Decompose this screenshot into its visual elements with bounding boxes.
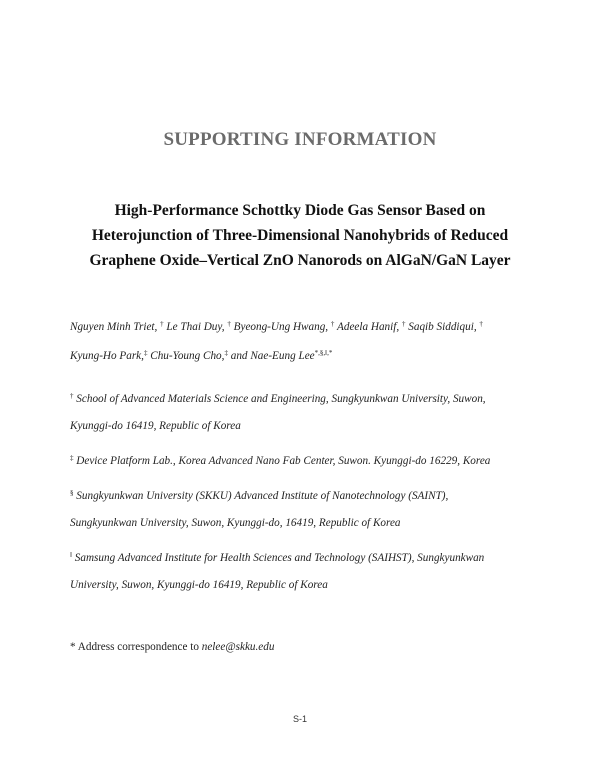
page-number: S-1 bbox=[292, 714, 307, 724]
affiliation-text: Sungkyunkwan University (SKKU) Advanced Institute of Nanotechnology (SAINT), bbox=[76, 490, 449, 502]
author-affiliation-mark: ‡ bbox=[143, 349, 148, 357]
affiliation-text: School of Advanced Materials Science and Engineering, Sungkyunkwan University, Suwon, bbox=[76, 393, 486, 405]
author-name: Adeela Hanif, bbox=[337, 321, 400, 333]
affiliation-line bbox=[70, 383, 540, 413]
affiliation bbox=[70, 383, 540, 440]
title-line: Graphene Oxide–Vertical ZnO Nanorods on AlGaN/GaN Layer bbox=[89, 252, 511, 269]
author-affiliation-mark: † bbox=[160, 320, 164, 328]
author-affiliation-mark: † bbox=[330, 320, 335, 328]
author-name: Kyung-Ho Park, bbox=[70, 350, 144, 362]
author-affiliation-mark: † bbox=[479, 320, 483, 328]
affiliation-line: Kyunggi-do 16419, Republic of Korea bbox=[70, 420, 241, 432]
author-affiliation-mark: † bbox=[227, 320, 231, 328]
author-list bbox=[70, 311, 540, 369]
author-name: Nguyen Minh Triet, bbox=[70, 321, 158, 333]
affiliation bbox=[70, 542, 540, 599]
affiliation-line bbox=[70, 542, 540, 572]
paper-title bbox=[40, 198, 560, 273]
author-name: Le Thai Duy, bbox=[166, 321, 225, 333]
affiliation-text: Samsung Advanced Institute for Health Sciences and Technology (SAIHST), Sungkyunkwan bbox=[74, 552, 485, 564]
author-name: Saqib Siddiqui, bbox=[408, 321, 477, 333]
affiliation-mark: § bbox=[70, 489, 74, 497]
supporting-information-heading: SUPPORTING INFORMATION bbox=[163, 129, 437, 150]
author-line bbox=[70, 340, 540, 369]
title-line: High-Performance Schottky Diode Gas Sensor Based on bbox=[114, 202, 486, 219]
affiliation-mark: ǁ bbox=[70, 551, 72, 559]
author-affiliation-mark: *,§,ǁ,* bbox=[314, 349, 333, 357]
author-name: Byeong-Ung Hwang, bbox=[233, 321, 329, 333]
affiliation-mark: † bbox=[70, 392, 74, 400]
affiliation-line: Sungkyunkwan University, Suwon, Kyunggi-do, 16419, Republic of Korea bbox=[70, 517, 401, 529]
affiliation bbox=[70, 480, 540, 537]
author-affiliation-mark: ‡ bbox=[224, 349, 228, 357]
affiliation-mark: ‡ bbox=[70, 454, 74, 462]
author-name: Chu-Young Cho, bbox=[150, 350, 225, 362]
affiliation-text: Device Platform Lab., Korea Advanced Nano Fab Center, Suwon. Kyunggi-do 16229, Korea bbox=[76, 455, 491, 467]
affiliation-line bbox=[70, 445, 540, 475]
affiliation-line: University, Suwon, Kyunggi-do 16419, Republic of Korea bbox=[70, 579, 328, 591]
author-line bbox=[70, 311, 540, 340]
affiliation-line bbox=[70, 480, 540, 510]
title-line: Heterojunction of Three-Dimensional Nanohybrids of Reduced bbox=[91, 227, 509, 244]
author-name: and Nae-Eung Lee bbox=[230, 350, 315, 362]
author-affiliation-mark: † bbox=[401, 320, 406, 328]
affiliation bbox=[70, 445, 540, 475]
correspondence-note bbox=[70, 641, 274, 653]
correspondence-prefix: * Address correspondence to bbox=[70, 641, 202, 653]
correspondence-email: nelee@skku.edu bbox=[201, 641, 275, 653]
